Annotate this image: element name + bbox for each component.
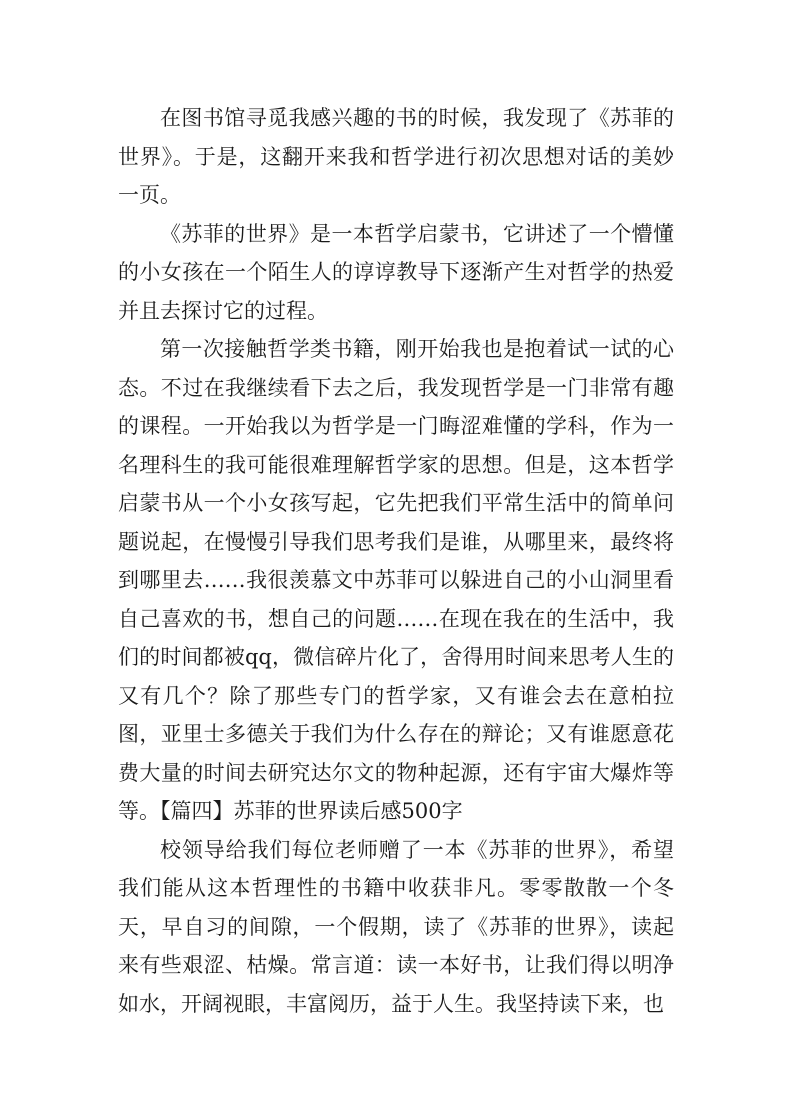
paragraph-3: 第一次接触哲学类书籍，刚开始我也是抱着试一试的心态。不过在我继续看下去之后，我发现哲学是一门非常有趣的课程。一开始我以为哲学是一门晦涩难懂的学科，作为一名理科生的我可能很难理解哲学家的思想。但是，这本哲学启蒙书从一个小女孩写起，它先把我们平常生活中的简单问题说起，在慢慢引导我们思考我们是谁，从哪里来，最终将到哪里去……我很羡慕文中苏菲可以躲进自己的小山洞里看自己喜欢的书，想自己的问题……在现在我在的生活中，我们的时间都被qq，微信碎片化了，舍得用时间来思考人生的又有几个？除了那些专门的哲学家，又有谁会去在意柏拉图，亚里士多德关于我们为什么存在的辩论；又有谁愿意花费大量的时间去研究达尔文的物种起源，还有宇宙大爆炸等等。【篇四】苏菲的世界读后感500字 [118,337,674,823]
paragraph-1: 在图书馆寻觅我感兴趣的书的时候，我发现了《苏菲的世界》。于是，这翻开来我和哲学进行初次思想对话的美妙一页。 [118,106,674,207]
body-text [118,99,674,1023]
paragraph-2: 《苏菲的世界》是一本哲学启蒙书，它讲述了一个懵懂的小女孩在一个陌生人的谆谆教导下逐渐产生对哲学的热爱并且去探讨它的过程。 [118,221,674,323]
paragraph-4: 校领导给我们每位老师赠了一本《苏菲的世界》，希望我们能从这本哲理性的书籍中收获非凡。零零散散一个冬天，早自习的间隙，一个假期，读了《苏菲的世界》，读起来有些艰涩、枯燥。常言道：读一本好书，让我们得以明净如水，开阔视眼，丰富阅历，益于人生。我坚持读下来，也 [118,837,674,1016]
